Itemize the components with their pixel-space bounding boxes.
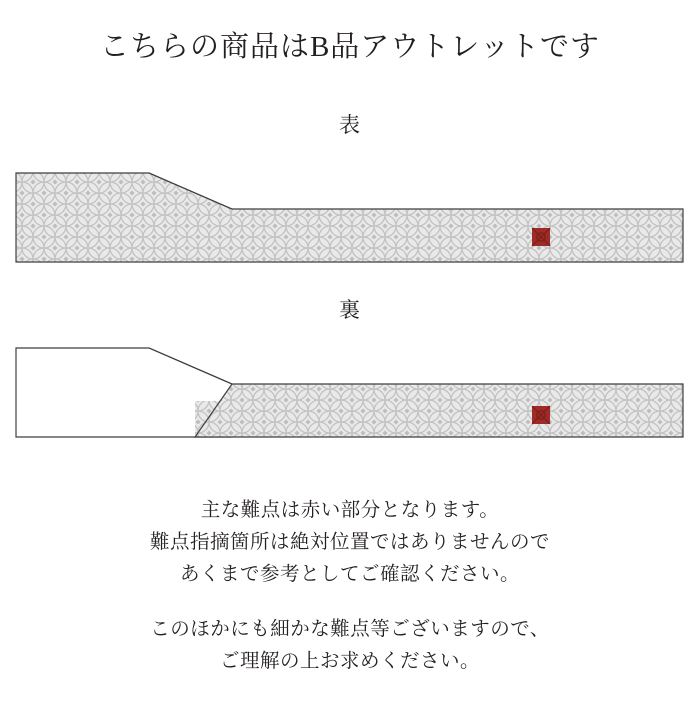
section-label-back: 裏 <box>339 298 361 322</box>
obi-front-illustration <box>0 149 700 264</box>
note-block-1 <box>0 495 700 592</box>
notes-section <box>0 495 700 678</box>
note-line: あくまで参考としてご確認ください。 <box>179 564 520 586</box>
diagram-front <box>0 149 700 264</box>
page-title: こちらの商品はB品アウトレットです <box>99 31 601 63</box>
note-line: ご理解の上お求めください。 <box>219 650 480 672</box>
obi-front-body <box>16 173 683 262</box>
section-label-front: 表 <box>339 113 361 137</box>
outlet-notice-page <box>0 24 700 724</box>
note-line: このほかにも細かな難点等ございますので、 <box>150 618 550 640</box>
note-line: 主な難点は赤い部分となります。 <box>200 500 500 521</box>
obi-back-body <box>195 384 683 437</box>
defect-marker-back <box>532 406 550 424</box>
note-block-2 <box>0 614 700 678</box>
diagram-back <box>0 334 700 449</box>
obi-back-illustration <box>0 334 700 449</box>
defect-marker-front <box>532 228 550 246</box>
note-line: 難点指摘箇所は絶対位置ではありませんので <box>149 532 550 554</box>
